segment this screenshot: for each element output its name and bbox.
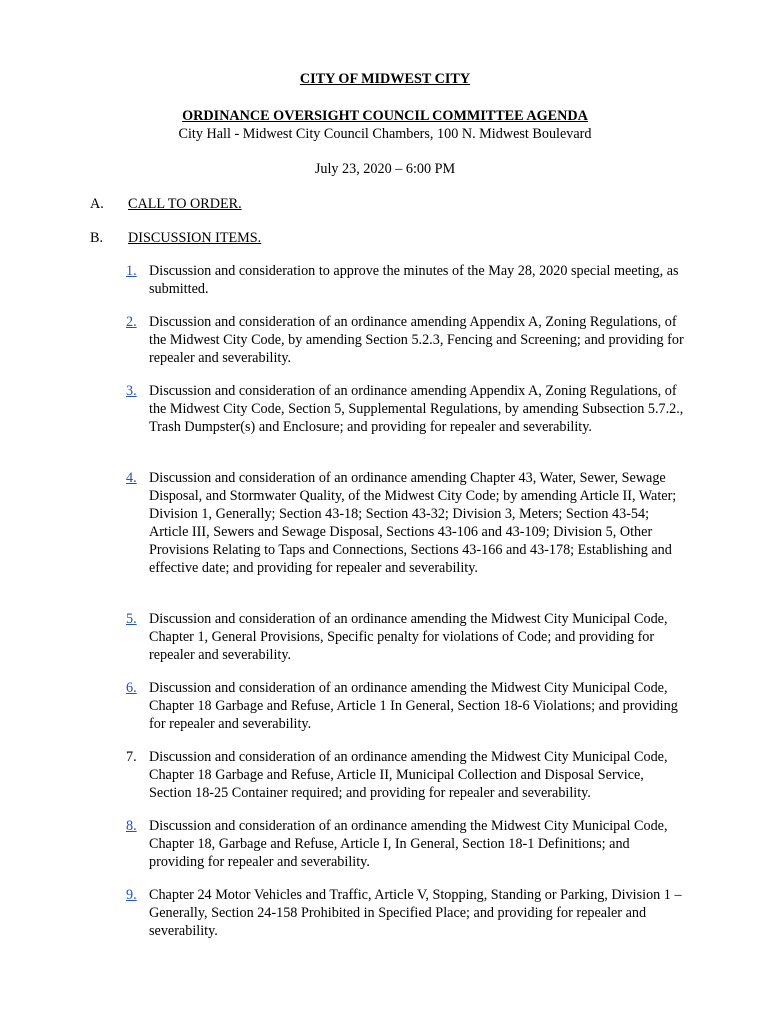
meeting-datetime: July 23, 2020 – 6:00 PM — [314, 161, 456, 177]
agenda-item-4 — [126, 469, 686, 577]
item-text: Discussion and consideration of an ordinance amending Chapter 43, Water, Sewer, Sewage Disposal, and Stormwater Quality, of the Midwest City Code; by amending Article II, Water; Division 1, Generally; Section 43-18; Section 43-32; Division 3, Meters; Section 43-54; Article III, Sewers and Sewage Disposal, Sections 43-106 and 43-109; Division 5, Other Provisions Relating to Taps and Connections, Sections 43-166 and 43-178; Establishing and effective date; and providing for repealer and severability. — [149, 470, 677, 576]
item-text: Discussion and consideration of an ordinance amending the Midwest City Municipal Code, Chapter 18 Garbage and Refuse, Article II, Municipal Collection and Disposal Service, Section 18-25 Container required; and providing for repealer and severability. — [149, 749, 668, 801]
section-letter: A. — [90, 196, 104, 212]
agenda-item-7 — [126, 748, 686, 802]
section-title: DISCUSSION ITEMS. — [128, 230, 262, 246]
agenda-item-3 — [126, 382, 686, 436]
item-text: Discussion and consideration of an ordinance amending the Midwest City Municipal Code, Chapter 18, Garbage and Refuse, Article I, In General, Section 18-1 Definitions; and providing for repealer and severability. — [149, 818, 668, 870]
agenda-item-6 — [126, 679, 686, 733]
agenda-item-5 — [126, 610, 686, 664]
item-number-link[interactable]: 5. — [126, 611, 137, 627]
item-number-link[interactable]: 3. — [126, 383, 137, 399]
item-text: Discussion and consideration of an ordinance amending the Midwest City Municipal Code, Chapter 18 Garbage and Refuse, Article 1 In General, Section 18-6 Violations; and providing for repealer and severability. — [149, 680, 678, 732]
agenda-item-9 — [126, 886, 686, 940]
agenda-item-2 — [126, 313, 686, 367]
item-number-link[interactable]: 9. — [126, 887, 137, 903]
item-text: Chapter 24 Motor Vehicles and Traffic, Article V, Stopping, Standing or Parking, Division 1 – Generally, Section 24-158 Prohibited in Specified Place; and providing for repealer and severability. — [149, 887, 682, 939]
item-text: Discussion and consideration of an ordinance amending Appendix A, Zoning Regulations, of the Midwest City Code, by amending Section 5.2.3, Fencing and Screening; and providing for repealer and severability. — [149, 314, 684, 366]
item-number-link[interactable]: 6. — [126, 680, 137, 696]
item-number-link[interactable]: 2. — [126, 314, 137, 330]
item-number: 7. — [126, 749, 137, 765]
agenda-item-1 — [126, 262, 686, 298]
section-title: CALL TO ORDER. — [128, 196, 242, 212]
city-heading: CITY OF MIDWEST CITY — [299, 71, 471, 87]
section-letter: B. — [90, 230, 104, 246]
item-text: Discussion and consideration of an ordinance amending Appendix A, Zoning Regulations, of the Midwest City Code, Section 5, Supplemental Regulations, by amending Subsection 5.7.2., Trash Dumpster(s) and Enclosure; and providing for repealer and severability. — [149, 383, 684, 435]
item-number-link[interactable]: 8. — [126, 818, 137, 834]
agenda-title: ORDINANCE OVERSIGHT COUNCIL COMMITTEE AGENDA — [182, 108, 588, 124]
item-number-link[interactable]: 4. — [126, 470, 137, 486]
item-number-link[interactable]: 1. — [126, 263, 137, 279]
agenda-item-8 — [126, 817, 686, 871]
item-text: Discussion and consideration of an ordinance amending the Midwest City Municipal Code, Chapter 1, General Provisions, Specific penalty for violations of Code; and providing for repealer and severability. — [149, 611, 668, 663]
meeting-location: City Hall - Midwest City Council Chambers, 100 N. Midwest Boulevard — [178, 126, 592, 142]
item-text: Discussion and consideration to approve the minutes of the May 28, 2020 special meeting, as submitted. — [149, 263, 679, 297]
